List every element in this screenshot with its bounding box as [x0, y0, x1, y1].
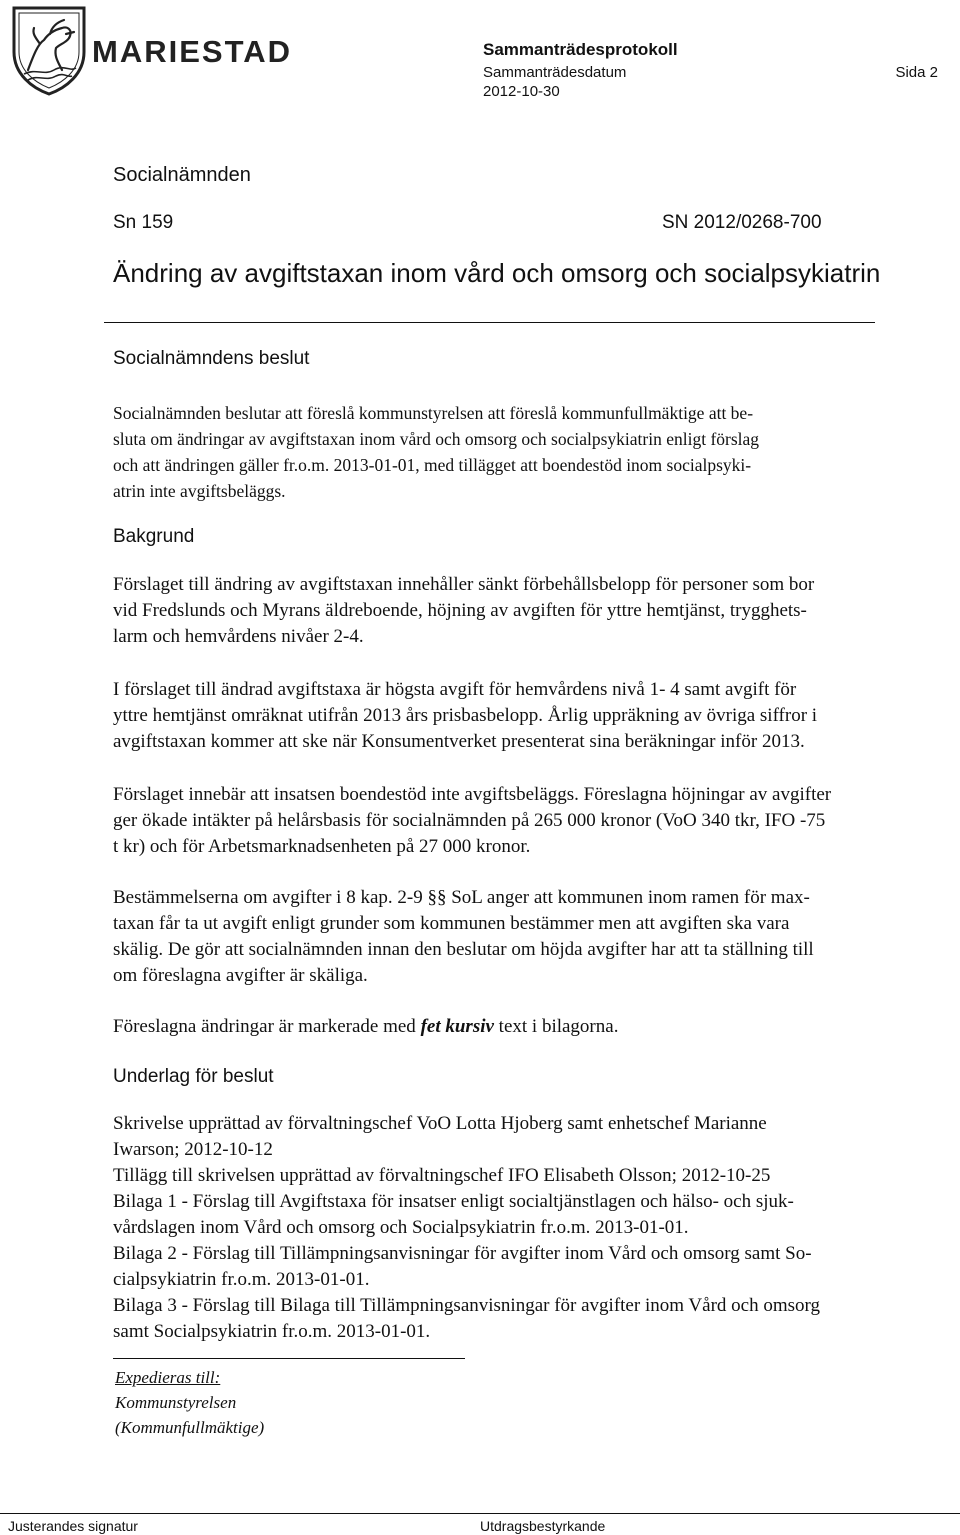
marking-note	[113, 1014, 960, 1040]
decision-line: atrin inte avgiftsbeläggs.	[113, 481, 286, 501]
footer-divider	[0, 1513, 960, 1514]
paragraph-line: avgiftstaxan kommer att ske när Konsumentverket presenterat sina beräkningar inför 2013.	[113, 731, 805, 752]
background-paragraph-4	[113, 885, 960, 989]
basis-line: Bilaga 1 - Förslag till Avgiftstaxa för insatser enligt socialtjänstlagen och hälso- och sjuk-	[113, 1191, 794, 1212]
basis-line: vårdslagen inom Vård och omsorg och Socialpsykiatrin fr.o.m. 2013-01-01.	[113, 1217, 689, 1238]
diary-number: SN 2012/0268-700	[662, 212, 822, 233]
paragraph-line: taxan får ta ut avgift enligt grunder som kommunen bestämmer men att avgiften ska vara	[113, 913, 790, 934]
marking-note-emphasis: fet kursiv	[420, 1016, 494, 1037]
basis-line: Tillägg till skrivelsen upprättad av förvaltningschef IFO Elisabeth Olsson; 2012-10-25	[113, 1165, 771, 1186]
paragraph-line: Bestämmelserna om avgifter i 8 kap. 2-9 §§ SoL anger att kommunen inom ramen för max-	[113, 887, 810, 908]
paragraph-line: I förslaget till ändrad avgiftstaxa är högsta avgift för hemvårdens nivå 1- 4 samt avgift för	[113, 679, 797, 700]
paragraph-line: vid Fredslunds och Myrans äldreboende, höjning av avgiften för yttre hemtjänst, trygghets-	[113, 600, 807, 621]
background-paragraph-1	[113, 572, 960, 650]
dispatch-block	[115, 1365, 264, 1440]
dispatch-recipient: (Kommunfullmäktige)	[115, 1418, 265, 1437]
basis-line: Bilaga 2 - Förslag till Tillämpningsanvisningar för avgifter inom Vård och omsorg samt So-	[113, 1243, 812, 1264]
basis-line: cialpsykiatrin fr.o.m. 2013-01-01.	[113, 1269, 370, 1290]
paragraph-line: t kr) och för Arbetsmarknadsenheten på 27 000 kronor.	[113, 836, 531, 857]
dispatch-recipient: Kommunstyrelsen	[115, 1393, 237, 1412]
basis-heading: Underlag för beslut	[113, 1066, 274, 1087]
paragraph-line: yttre hemtjänst omräknat utifrån 2013 års prisbasbelopp. Årlig uppräkning av övriga siffror i	[113, 705, 818, 726]
document-title: Sammanträdesprotokoll	[483, 40, 678, 59]
decision-line: Socialnämnden beslutar att föreslå kommunstyrelsen att föreslå kommunfullmäktige att be-	[113, 403, 754, 423]
meeting-date-value: 2012-10-30	[483, 83, 560, 100]
page-number: Sida 2	[895, 64, 938, 81]
committee-name: Socialnämnden	[113, 164, 251, 186]
municipality-wordmark: MARIESTAD	[92, 34, 292, 69]
decision-text	[113, 400, 960, 504]
footer-certification-label: Utdragsbestyrkande	[480, 1518, 606, 1534]
basis-line: Iwarson; 2012-10-12	[113, 1139, 273, 1160]
paragraph-line: Förslaget innebär att insatsen boendestöd inte avgiftsbeläggs. Föreslagna höjningar av avgifter	[113, 784, 832, 805]
background-paragraph-2	[113, 677, 960, 755]
basis-line: samt Socialpsykiatrin fr.o.m. 2013-01-01.	[113, 1321, 431, 1342]
marking-note-text-end: text i bilagorna.	[493, 1016, 619, 1037]
case-title: Ändring av avgiftstaxan inom vård och omsorg och socialpsykiatrin	[113, 258, 881, 288]
paragraph-line: om föreslagna avgifter är skäliga.	[113, 965, 368, 986]
basis-line: Bilaga 3 - Förslag till Bilaga till Tillämpningsanvisningar för avgifter inom Vård och omsorg	[113, 1295, 820, 1316]
decision-heading: Socialnämndens beslut	[113, 348, 310, 369]
meeting-date-label: Sammanträdesdatum	[483, 64, 627, 81]
municipal-coat-of-arms-icon	[10, 4, 88, 96]
basis-line: Skrivelse upprättad av förvaltningschef VoO Lotta Hjoberg samt enhetschef Marianne	[113, 1113, 767, 1134]
case-number: Sn 159	[113, 212, 174, 233]
paragraph-line: skälig. De gör att socialnämnden innan den beslutar om höjda avgifter har att ta ställning till	[113, 939, 814, 960]
title-divider	[104, 322, 875, 323]
background-heading: Bakgrund	[113, 526, 195, 547]
paragraph-line: Förslaget till ändring av avgiftstaxan innehåller sänkt förbehållsbelopp för personer som bor	[113, 574, 815, 595]
paragraph-line: larm och hemvårdens nivåer 2-4.	[113, 626, 364, 647]
basis-list	[113, 1111, 960, 1345]
decision-line: sluta om ändringar av avgiftstaxan inom vård och omsorg och socialpsykiatrin enligt förslag	[113, 429, 760, 449]
paragraph-line: ger ökade intäkter på helårsbasis för socialnämnden på 265 000 kronor (VoO 340 tkr, IFO -75	[113, 810, 826, 831]
decision-line: och att ändringen gäller fr.o.m. 2013-01-01, med tillägget att boendestöd inom socialpsyki-	[113, 455, 752, 475]
dispatch-divider	[113, 1358, 465, 1359]
dispatch-label: Expedieras till:	[115, 1368, 221, 1387]
marking-note-text: Föreslagna ändringar är markerade med	[113, 1016, 421, 1037]
background-paragraph-3	[113, 782, 960, 860]
footer-signature-label: Justerandes signatur	[8, 1518, 138, 1534]
